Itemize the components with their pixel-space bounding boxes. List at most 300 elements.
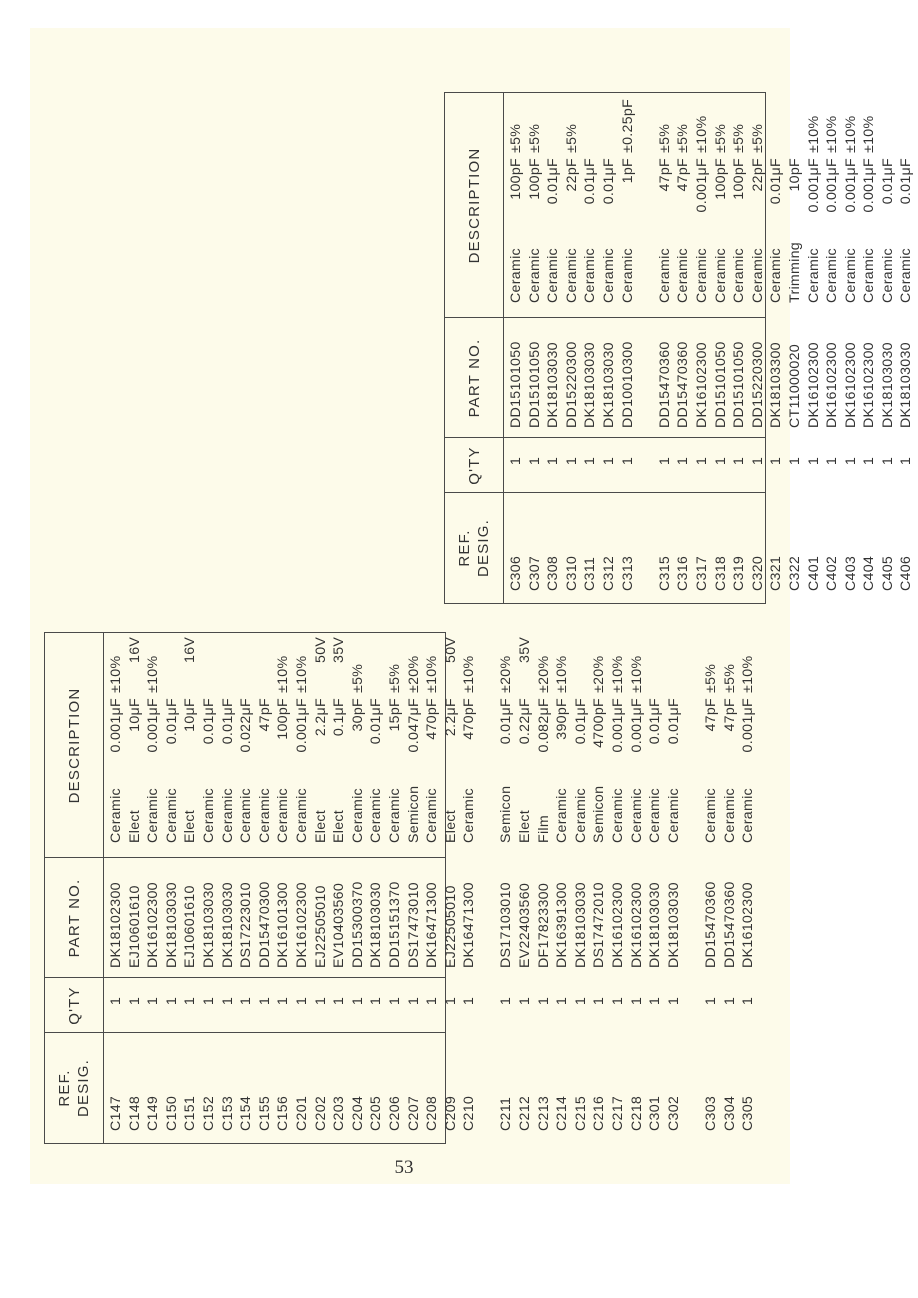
- tolerance: ±10%: [461, 655, 478, 693]
- component-type: Ceramic: [665, 788, 682, 843]
- part-number: DD15101050: [731, 341, 748, 428]
- component-type: Ceramic: [238, 788, 255, 843]
- part-number: DK18103300: [768, 342, 785, 428]
- header-ref: [445, 493, 503, 603]
- tolerance: ±5%: [721, 663, 738, 693]
- quantity: 1: [424, 996, 441, 1006]
- component-type: Ceramic: [554, 788, 571, 843]
- table-row: [423, 633, 442, 1143]
- part-number: DD15300370: [349, 881, 366, 968]
- part-number: DK16102300: [693, 342, 710, 428]
- ref-designator: C205: [368, 1095, 385, 1131]
- component-type: Ceramic: [219, 788, 236, 843]
- part-number: DD15470300: [256, 881, 273, 968]
- component-type: Ceramic: [898, 248, 915, 303]
- component-type: Semicon: [591, 785, 608, 843]
- ref-designator: C318: [712, 555, 729, 591]
- table-row: [786, 93, 805, 603]
- part-number: EJ10601610: [126, 885, 143, 968]
- component-value: 47pF: [721, 698, 738, 732]
- quantity: 1: [731, 456, 748, 466]
- ref-designator: C201: [293, 1095, 310, 1131]
- quantity: 1: [563, 456, 580, 466]
- component-type: Ceramic: [628, 788, 645, 843]
- ref-designator: C305: [740, 1095, 757, 1131]
- table-row: [563, 93, 582, 603]
- ref-designator: C319: [731, 555, 748, 591]
- component-type: Ceramic: [721, 788, 738, 843]
- ref-designator: C301: [647, 1095, 664, 1131]
- quantity: 1: [545, 456, 562, 466]
- component-type: Ceramic: [275, 788, 292, 843]
- component-type: Ceramic: [200, 788, 217, 843]
- component-value: 100pF: [275, 698, 292, 740]
- ref-designator: C148: [126, 1095, 143, 1131]
- header-ref-line1: REF.: [56, 1069, 73, 1107]
- component-type: Ceramic: [647, 788, 664, 843]
- table-row: [526, 93, 545, 603]
- part-number: DK18103030: [879, 342, 896, 428]
- table-row: [767, 93, 786, 603]
- voltage-rating: 16V: [126, 636, 143, 663]
- ref-designator: C212: [517, 1095, 534, 1131]
- part-number: DK16471300: [461, 882, 478, 968]
- quantity: 1: [824, 456, 841, 466]
- table-row: [544, 93, 563, 603]
- voltage-rating: 16V: [182, 636, 199, 663]
- quantity: 1: [349, 996, 366, 1006]
- component-type: Ceramic: [582, 248, 599, 303]
- quantity: 1: [842, 456, 859, 466]
- part-number: DD15220300: [749, 341, 766, 428]
- ref-designator: C402: [824, 555, 841, 591]
- quantity: 1: [312, 996, 329, 1006]
- table-row: [507, 93, 526, 603]
- table-row: [386, 633, 405, 1143]
- component-type: Ceramic: [610, 788, 627, 843]
- ref-designator: C405: [879, 555, 896, 591]
- header-ref: [45, 1033, 103, 1143]
- ref-designator: C322: [786, 555, 803, 591]
- table-row: [126, 633, 145, 1143]
- header-ref-line2: DESIG.: [75, 1058, 92, 1118]
- ref-designator: C203: [331, 1095, 348, 1131]
- ref-designator: C315: [656, 555, 673, 591]
- component-type: Ceramic: [805, 248, 822, 303]
- quantity: 1: [386, 996, 403, 1006]
- component-value: 100pF: [508, 158, 524, 200]
- component-value: 0.01μF: [498, 698, 515, 745]
- component-type: Ceramic: [349, 788, 366, 843]
- table-row: [805, 93, 824, 603]
- ref-designator: C214: [554, 1095, 571, 1131]
- component-value: 0.001μF: [108, 698, 124, 753]
- quantity: 1: [163, 996, 180, 1006]
- quantity: 1: [675, 456, 692, 466]
- part-number: DK16102300: [610, 882, 627, 968]
- quantity: 1: [200, 996, 217, 1006]
- component-type: Ceramic: [526, 248, 543, 303]
- ref-designator: C204: [349, 1095, 366, 1131]
- ref-designator: C310: [563, 555, 580, 591]
- quantity: 1: [461, 996, 478, 1006]
- ref-designator: C404: [861, 555, 878, 591]
- quantity: 1: [145, 996, 162, 1006]
- part-number: EJ22505010: [312, 885, 329, 968]
- component-value: 10μF: [126, 698, 143, 732]
- part-number: DS17223010: [238, 882, 255, 968]
- table-row: [590, 633, 609, 1143]
- header-part-no: PART NO.: [65, 878, 83, 958]
- component-type: Ceramic: [563, 248, 580, 303]
- component-type: Ceramic: [842, 248, 859, 303]
- tolerance: ±5%: [712, 123, 729, 153]
- part-number: DK18103030: [200, 882, 217, 968]
- quantity: 1: [656, 456, 673, 466]
- ref-designator: C406: [898, 555, 915, 591]
- component-type: Ceramic: [424, 788, 441, 843]
- part-number: DS17472010: [591, 882, 608, 968]
- quantity: 1: [861, 456, 878, 466]
- quantity: 1: [740, 996, 757, 1006]
- component-type: Ceramic: [768, 248, 785, 303]
- component-type: Ceramic: [545, 248, 562, 303]
- component-value: 100pF: [731, 158, 748, 200]
- parts-table-left: [44, 632, 757, 1144]
- table-row: [200, 633, 219, 1143]
- part-number: DK18103030: [163, 882, 180, 968]
- table-row: [842, 93, 861, 603]
- tolerance: ±10%: [293, 655, 310, 693]
- tolerance: ±10%: [145, 655, 162, 693]
- tolerance: ±10%: [628, 655, 645, 693]
- component-value: 0.001μF: [805, 158, 822, 213]
- tolerance: ±20%: [591, 655, 608, 693]
- header-qty: Q'TY: [465, 446, 483, 485]
- component-value: 4700pF: [591, 698, 608, 748]
- voltage-rating: 35V: [517, 636, 534, 663]
- table-row: [349, 633, 368, 1143]
- component-type: Ceramic: [731, 248, 748, 303]
- ref-designator: C150: [163, 1095, 180, 1131]
- part-number: DK16471300: [424, 882, 441, 968]
- part-number: EJ10601610: [182, 885, 199, 968]
- component-value: 10μF: [182, 698, 199, 732]
- tolerance: ±10%: [824, 115, 841, 153]
- table-row: [274, 633, 293, 1143]
- ref-designator: C154: [238, 1095, 255, 1131]
- component-type: Elect: [182, 809, 199, 843]
- table-row: [572, 633, 591, 1143]
- component-value: 0.022μF: [238, 698, 255, 753]
- table-row: [497, 633, 516, 1143]
- component-value: 10pF: [786, 158, 803, 192]
- table-row: [609, 633, 628, 1143]
- component-type: Elect: [331, 809, 348, 843]
- component-value: 47pF: [703, 698, 719, 732]
- ref-designator: C217: [610, 1095, 627, 1131]
- component-value: 1pF: [619, 158, 636, 184]
- quantity: 1: [703, 996, 719, 1006]
- quantity: 1: [572, 996, 589, 1006]
- table-row: [405, 633, 424, 1143]
- table-row: [256, 633, 275, 1143]
- ref-designator: C216: [591, 1095, 608, 1131]
- component-value: 0.01μF: [768, 158, 785, 205]
- component-value: 0.001μF: [628, 698, 645, 753]
- table-row: [442, 633, 461, 1143]
- table-row: [535, 633, 554, 1143]
- voltage-rating: 50V: [312, 636, 329, 663]
- component-value: 0.1μF: [331, 698, 348, 737]
- part-number: DK16102300: [145, 882, 162, 968]
- quantity: 1: [526, 456, 543, 466]
- table-row: [181, 633, 200, 1143]
- part-number: DK18103030: [219, 882, 236, 968]
- part-number: DK18103030: [665, 882, 682, 968]
- ref-designator: C156: [275, 1095, 292, 1131]
- quantity: 1: [805, 456, 822, 466]
- component-value: 470pF: [461, 698, 478, 740]
- quantity: 1: [628, 996, 645, 1006]
- ref-designator: C307: [526, 555, 543, 591]
- table-row: [219, 633, 238, 1143]
- part-number: DK16102300: [805, 342, 822, 428]
- component-type: Ceramic: [256, 788, 273, 843]
- quantity: 1: [768, 456, 785, 466]
- tolerance: ±5%: [731, 123, 748, 153]
- voltage-rating: 50V: [442, 636, 459, 663]
- component-type: Ceramic: [749, 248, 766, 303]
- tolerance: ±5%: [349, 663, 366, 693]
- part-number: DD15101050: [526, 341, 543, 428]
- table-row: [646, 633, 665, 1143]
- ref-designator: C152: [200, 1095, 217, 1131]
- part-number: DK18103030: [368, 882, 385, 968]
- quantity: 1: [331, 996, 348, 1006]
- quantity: 1: [275, 996, 292, 1006]
- ref-designator: C302: [665, 1095, 682, 1131]
- table-row: [367, 633, 386, 1143]
- table-row: [702, 633, 721, 1143]
- ref-designator: C317: [693, 555, 710, 591]
- quantity: 1: [665, 996, 682, 1006]
- component-type: Ceramic: [879, 248, 896, 303]
- part-number: DK16102300: [842, 342, 859, 428]
- component-value: 47pF: [256, 698, 273, 732]
- component-type: Ceramic: [368, 788, 385, 843]
- tolerance: ±5%: [675, 123, 692, 153]
- header-description: DESCRIPTION: [465, 147, 483, 264]
- part-number: DF17823300: [535, 882, 552, 968]
- ref-designator: C206: [386, 1095, 403, 1131]
- ref-designator: C147: [108, 1095, 124, 1131]
- ref-designator: C151: [182, 1095, 199, 1131]
- quantity: 1: [619, 456, 636, 466]
- header-ref-line1: REF.: [456, 529, 473, 567]
- component-type: Ceramic: [824, 248, 841, 303]
- tolerance: ±20%: [535, 655, 552, 693]
- quantity: 1: [591, 996, 608, 1006]
- quantity: 1: [293, 996, 310, 1006]
- component-type: Film: [535, 815, 552, 843]
- table-row: [656, 93, 675, 603]
- part-number: DS17473010: [405, 882, 422, 968]
- quantity: 1: [508, 456, 524, 466]
- table-row: [293, 633, 312, 1143]
- component-type: Ceramic: [675, 248, 692, 303]
- tolerance: ±20%: [498, 655, 515, 693]
- tolerance: ±10%: [424, 655, 441, 693]
- quantity: 1: [256, 996, 273, 1006]
- ref-designator: C215: [572, 1095, 589, 1131]
- table-row: [897, 93, 916, 603]
- component-value: 100pF: [526, 158, 543, 200]
- quantity: 1: [442, 996, 459, 1006]
- quantity: 1: [693, 456, 710, 466]
- part-number: DK18102300: [108, 882, 124, 968]
- component-value: 0.001μF: [824, 158, 841, 213]
- tolerance: ±0.25pF: [619, 98, 636, 153]
- quantity: 1: [582, 456, 599, 466]
- ref-designator: C218: [628, 1095, 645, 1131]
- rotated-parts-list: [44, 94, 915, 1144]
- component-type: Elect: [126, 809, 143, 843]
- component-type: Ceramic: [108, 788, 124, 843]
- part-number: DD15470360: [721, 881, 738, 968]
- ref-designator: C213: [535, 1095, 552, 1131]
- part-number: DK16102300: [861, 342, 878, 428]
- table-row: [460, 633, 479, 1143]
- header-qty: Q'TY: [65, 986, 83, 1025]
- tolerance: ±5%: [703, 663, 719, 693]
- quantity: 1: [610, 996, 627, 1006]
- component-value: 15pF: [386, 698, 403, 732]
- component-type: Ceramic: [712, 248, 729, 303]
- quantity: 1: [238, 996, 255, 1006]
- part-number: DD15101050: [712, 341, 729, 428]
- ref-designator: C401: [805, 555, 822, 591]
- tolerance: ±10%: [805, 115, 822, 153]
- quantity: 1: [786, 456, 803, 466]
- table-row: [144, 633, 163, 1143]
- component-value: 0.22μF: [517, 698, 534, 745]
- part-number: DK18103030: [898, 342, 915, 428]
- component-type: Semicon: [498, 785, 515, 843]
- table-row: [628, 633, 647, 1143]
- ref-designator: C403: [842, 555, 859, 591]
- ref-designator: C320: [749, 555, 766, 591]
- component-value: 0.01μF: [600, 158, 617, 205]
- component-value: 0.01μF: [582, 158, 599, 205]
- part-number: DD15101050: [508, 341, 524, 428]
- ref-designator: C303: [703, 1095, 719, 1131]
- tolerance: ±10%: [740, 655, 757, 693]
- quantity: 1: [368, 996, 385, 1006]
- component-value: 0.01μF: [219, 698, 236, 745]
- tolerance: ±5%: [508, 123, 524, 153]
- component-type: Ceramic: [386, 788, 403, 843]
- component-type: Ceramic: [145, 788, 162, 843]
- part-number: EV10403560: [331, 882, 348, 968]
- ref-designator: C153: [219, 1095, 236, 1131]
- part-number: DK18103030: [545, 342, 562, 428]
- component-type: Ceramic: [740, 788, 757, 843]
- component-type: Ceramic: [508, 248, 524, 303]
- part-number: DD15151370: [386, 881, 403, 968]
- part-number: DK18103030: [647, 882, 664, 968]
- component-type: Ceramic: [572, 788, 589, 843]
- table-row: [516, 633, 535, 1143]
- tolerance: ±10%: [842, 115, 859, 153]
- page-number: 53: [394, 1157, 414, 1178]
- table-row: [107, 633, 126, 1143]
- quantity: 1: [405, 996, 422, 1006]
- quantity: 1: [108, 996, 124, 1006]
- part-number: DK18103030: [582, 342, 599, 428]
- component-value: 22pF: [563, 158, 580, 192]
- quantity: 1: [879, 456, 896, 466]
- ref-designator: C312: [600, 555, 617, 591]
- component-value: 0.01μF: [879, 158, 896, 205]
- component-value: 0.001μF: [293, 698, 310, 753]
- component-type: Trimming: [786, 242, 803, 303]
- table-row: [823, 93, 842, 603]
- table-row: [860, 93, 879, 603]
- part-number: DK16102300: [628, 882, 645, 968]
- quantity: 1: [535, 996, 552, 1006]
- tolerance: ±10%: [108, 655, 124, 693]
- ref-designator: C208: [424, 1095, 441, 1131]
- ref-designator: C155: [256, 1095, 273, 1131]
- tolerance: ±5%: [563, 123, 580, 153]
- table-row: [739, 633, 758, 1143]
- part-number: DK16391300: [554, 882, 571, 968]
- ref-designator: C209: [442, 1095, 459, 1131]
- table-row: [600, 93, 619, 603]
- part-number: DK16102300: [740, 882, 757, 968]
- header-description: DESCRIPTION: [65, 687, 83, 804]
- tolerance: ±20%: [405, 655, 422, 693]
- part-number: DK16102300: [824, 342, 841, 428]
- component-value: 2.2μF: [442, 698, 459, 737]
- ref-designator: C308: [545, 555, 562, 591]
- table-row: [721, 633, 740, 1143]
- table-body: [507, 93, 918, 603]
- table-row: [712, 93, 731, 603]
- part-number: EV22403560: [517, 882, 534, 968]
- ref-designator: C202: [312, 1095, 329, 1131]
- component-value: 0.01μF: [163, 698, 180, 745]
- ref-designator: C321: [768, 555, 785, 591]
- quantity: 1: [126, 996, 143, 1006]
- tolerance: ±10%: [861, 115, 878, 153]
- component-type: Ceramic: [619, 248, 636, 303]
- component-type: Elect: [312, 809, 329, 843]
- table-row: [163, 633, 182, 1143]
- part-number: DK16101300: [275, 882, 292, 968]
- ref-designator: C211: [498, 1096, 515, 1131]
- component-value: 100pF: [712, 158, 729, 200]
- tolerance: ±10%: [610, 655, 627, 693]
- header-ref-line2: DESIG.: [475, 518, 492, 578]
- component-type: Ceramic: [656, 248, 673, 303]
- component-type: Elect: [442, 809, 459, 843]
- component-value: 0.01μF: [368, 698, 385, 745]
- component-value: 47pF: [656, 158, 673, 192]
- quantity: 1: [182, 996, 199, 1006]
- component-value: 2.2μF: [312, 698, 329, 737]
